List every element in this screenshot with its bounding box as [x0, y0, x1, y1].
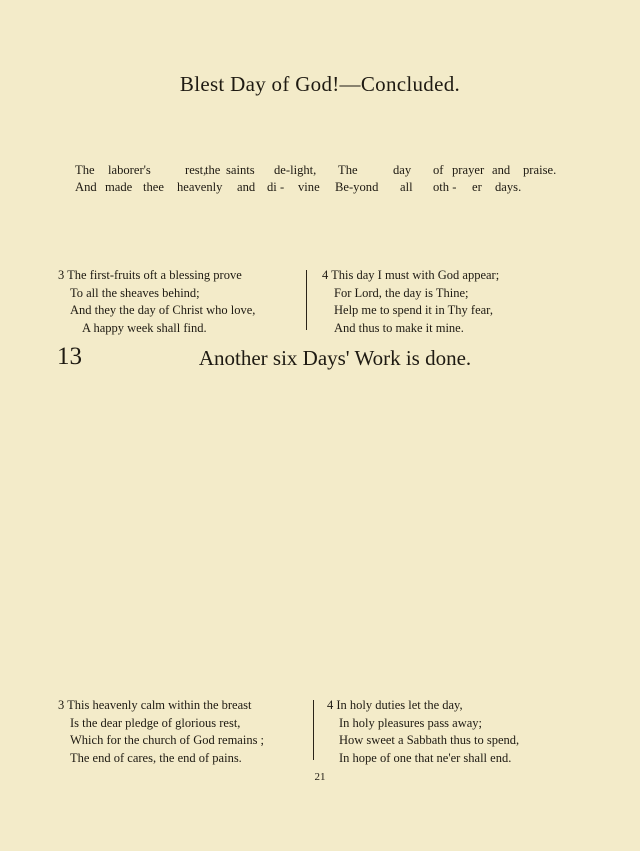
verse-line: To all the sheaves behind;: [70, 285, 200, 300]
lyric-syllable: saints: [226, 163, 255, 177]
lyric-syllable: laborer's: [108, 163, 151, 177]
lyric-syllable: the: [205, 163, 221, 177]
lyric-syllable: thee: [143, 180, 164, 194]
lyric-syllable: days.: [495, 180, 522, 194]
lyric-syllable: er: [472, 180, 482, 194]
verse-line: A happy week shall find.: [82, 320, 207, 335]
verse-line: 3 The first-fruits oft a blessing prove: [58, 268, 242, 282]
lyric-syllable: heavenly: [177, 180, 223, 194]
page-number: 21: [314, 771, 326, 783]
lyric-syllable: The: [338, 163, 358, 177]
verse-line: How sweet a Sabbath thus to spend,: [339, 733, 520, 747]
hymn-number: 13: [57, 343, 82, 370]
verse-divider: [313, 700, 314, 760]
hymn-b-title: Another six Days' Work is done.: [198, 346, 472, 370]
lyric-syllable: Be-yond: [335, 180, 379, 194]
lyric-syllable: vine: [298, 180, 320, 194]
hymn-a-verse-4: [322, 267, 499, 337]
lyric-syllable: oth -: [433, 180, 457, 194]
hymn-a-verse-3: [58, 267, 255, 337]
verse-line: Which for the church of God remains ;: [70, 733, 265, 747]
lyric-syllable: prayer: [452, 163, 485, 177]
lyric-syllable: di -: [267, 180, 285, 194]
verse-line: 4 This day I must with God appear;: [322, 268, 500, 282]
verse-divider: [306, 270, 307, 330]
verse-line: And they the day of Christ who love,: [70, 303, 256, 317]
lyric-syllable: day: [393, 163, 412, 177]
verse-line: 3 This heavenly calm within the breast: [58, 698, 252, 712]
lyric-syllable: de-light,: [274, 163, 317, 177]
verse-line: And thus to make it mine.: [334, 320, 464, 335]
verse-line: 4 In holy duties let the day,: [327, 698, 463, 712]
verse-line: Help me to spend it in Thy fear,: [334, 303, 493, 317]
lyric-syllable: and: [492, 163, 511, 177]
hymn-b-verse-3: [58, 697, 264, 767]
lyric-syllable: and: [237, 180, 256, 194]
hymn-a-title: Blest Day of God!—Concluded.: [179, 72, 461, 96]
verse-line: For Lord, the day is Thine;: [334, 285, 469, 300]
lyric-syllable: made: [105, 180, 133, 194]
lyric-syllable: of: [433, 163, 444, 177]
verse-line: In holy pleasures pass away;: [339, 715, 483, 730]
lyric-syllable: The: [75, 163, 95, 177]
verse-line: The end of cares, the end of pains.: [70, 750, 242, 765]
hymn-b-verse-4: [327, 697, 519, 767]
verse-line: Is the dear pledge of glorious rest,: [70, 715, 241, 730]
lyric-syllable: all: [400, 180, 413, 194]
lyric-syllable: And: [75, 180, 97, 194]
verse-line: In hope of one that ne'er shall end.: [339, 750, 512, 765]
lyric-syllable: rest,: [185, 163, 207, 177]
lyric-syllable: praise.: [523, 163, 557, 177]
